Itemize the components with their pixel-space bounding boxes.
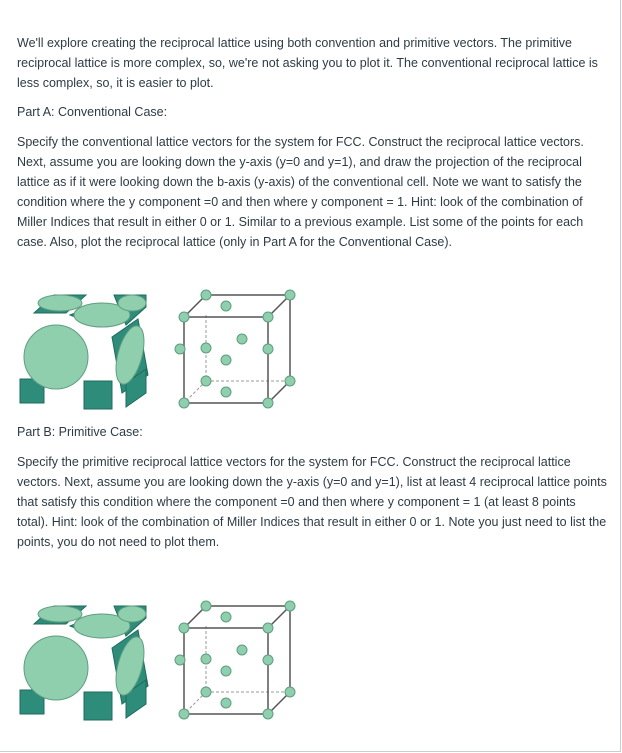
face-center-atom bbox=[221, 387, 231, 397]
corner-atom bbox=[263, 623, 273, 633]
corner-atom bbox=[285, 687, 295, 697]
face-center-atom bbox=[201, 343, 211, 353]
face-center-atom bbox=[221, 666, 231, 676]
atom-sphere bbox=[118, 606, 146, 622]
face-center-atom bbox=[221, 612, 231, 622]
face-center-atom bbox=[175, 344, 185, 354]
face-center-atom bbox=[221, 301, 231, 311]
fcc-space-filling-model bbox=[20, 606, 149, 720]
corner-atom bbox=[285, 290, 295, 300]
atom-sphere bbox=[24, 636, 88, 700]
atom-sphere bbox=[38, 295, 82, 311]
fcc-lattice-figure-b bbox=[14, 596, 314, 726]
corner-atom bbox=[263, 312, 273, 322]
part-b-body: Specify the primitive reciprocal lattice vectors for the system for FCC. Construct the reciprocal lattice vectors. Next, assume you are looking down the y-axis (y=0 and y=1), list at least 4 reciprocal lattice points that satisfy this condition where the component =0 and then where y component = 1 (at least 8 points total). Hint: look of the combination of Miller Indices that result in either 0 or 1. Note you just need to list the points, you do not need to plot them. bbox=[17, 455, 607, 549]
corner-atom bbox=[201, 376, 211, 386]
part-a-body: Specify the conventional lattice vectors for the system for FCC. Construct the reciprocal lattice vectors. Next, assume you are looking down the y-axis (y=0 and y=1), and draw the projection of the reciprocal lattice as if it were looking down the b-axis (y-axis) of the conventional cell. Note we want to satisfy the condition where the y component =0 and then where y component = 1. Hint: look of the combination of Miller Indices that result in either 0 or 1. Similar to a previous example. List some of the points for each case. Also, plot the reciprocal lattice (only in Part A for the Conventional Case). bbox=[17, 135, 584, 249]
face-center-atom bbox=[221, 698, 231, 708]
corner-atom bbox=[179, 623, 189, 633]
corner-atom bbox=[263, 709, 273, 719]
corner-atom bbox=[201, 601, 211, 611]
atom-sphere bbox=[24, 325, 88, 389]
corner-atom bbox=[201, 687, 211, 697]
face-center-atom bbox=[263, 655, 273, 665]
face-center-atom bbox=[175, 655, 185, 665]
shell-shape bbox=[84, 381, 112, 409]
face-center-atom bbox=[237, 334, 247, 344]
part-a-heading: Part A: Conventional Case: bbox=[17, 105, 168, 119]
face-center-atom bbox=[263, 344, 273, 354]
face-center-atom bbox=[237, 645, 247, 655]
corner-atom bbox=[285, 601, 295, 611]
fcc-unit-cell-diagram bbox=[175, 601, 295, 719]
atom-sphere bbox=[118, 295, 146, 311]
corner-atom bbox=[263, 398, 273, 408]
fcc-lattice-figure-a bbox=[14, 285, 314, 415]
corner-atom bbox=[201, 290, 211, 300]
corner-atom bbox=[285, 376, 295, 386]
intro-paragraph: We'll explore creating the reciprocal lattice using both convention and primitive vectors. The primitive reciprocal lattice is more complex, so, we're not asking you to plot it. The conventional reciprocal lattice is less complex, so, it is easier to plot. bbox=[17, 36, 598, 90]
shell-shape bbox=[84, 692, 112, 720]
atom-sphere bbox=[38, 606, 82, 622]
face-center-atom bbox=[201, 654, 211, 664]
fcc-space-filling-model bbox=[20, 295, 149, 409]
fcc-unit-cell-diagram bbox=[175, 290, 295, 408]
corner-atom bbox=[179, 398, 189, 408]
face-center-atom bbox=[221, 355, 231, 365]
corner-atom bbox=[179, 312, 189, 322]
part-b-heading: Part B: Primitive Case: bbox=[17, 425, 143, 439]
corner-atom bbox=[179, 709, 189, 719]
